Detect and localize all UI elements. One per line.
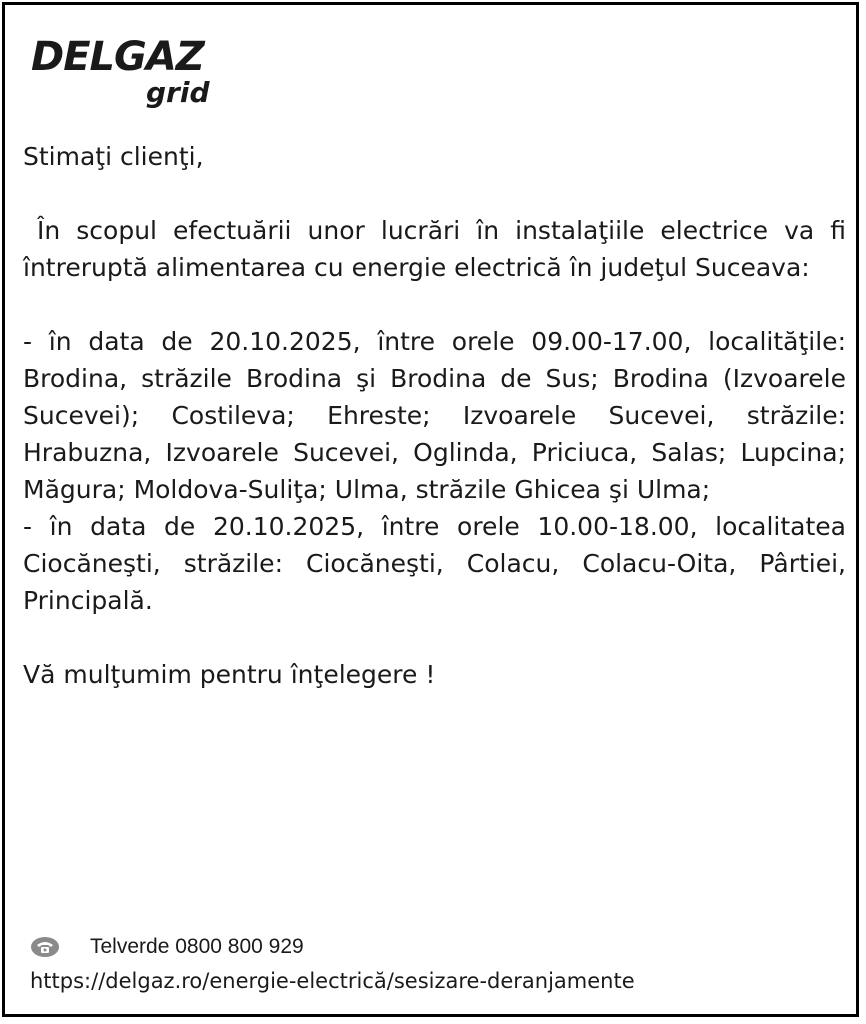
greeting: Stimaţi clienţi, [23,142,204,171]
outage-item: - în data de 20.10.2025, între orele 10.00-18.00, localitatea Ciocăneşti, străzile: Ciocăneşti, Colacu, Colacu-Oita, Pârtiei, Principală. [23,512,846,615]
phone-number: Telverde 0800 800 929 [90,935,304,958]
thanks-line: Vă mulţumim pentru înţelegere ! [23,660,436,689]
logo-subtitle: grid [146,76,210,109]
intro-paragraph: În scopul efectuării unor lucrări în instalaţiile electrice va fi întreruptă alimentarea cu energie electrică în judeţul Suceava: [23,216,846,282]
notice-body [23,138,846,693]
phone-line [30,932,304,962]
delgaz-grid-logo [31,35,231,111]
logo-wordmark: DELGAZ [31,34,204,80]
report-url-link[interactable]: https://delgaz.ro/energie-electrică/sesizare-deranjamente [30,969,635,993]
outage-item: - în data de 20.10.2025, între orele 09.00-17.00, localităţile: Brodina, străzile Brodina şi Brodina de Sus; Brodina (Izvoarele Sucevei); Costileva; Ehreste; Izvoarele Sucevei, străzile: Hrabuzna, Izvoarele Sucevei, Oglinda, Priciuca, Salas; Lupcina; Măgura; Moldova-Suliţa; Ulma, străzile Ghicea şi Ulma; [23,327,846,504]
telephone-icon [30,936,60,958]
